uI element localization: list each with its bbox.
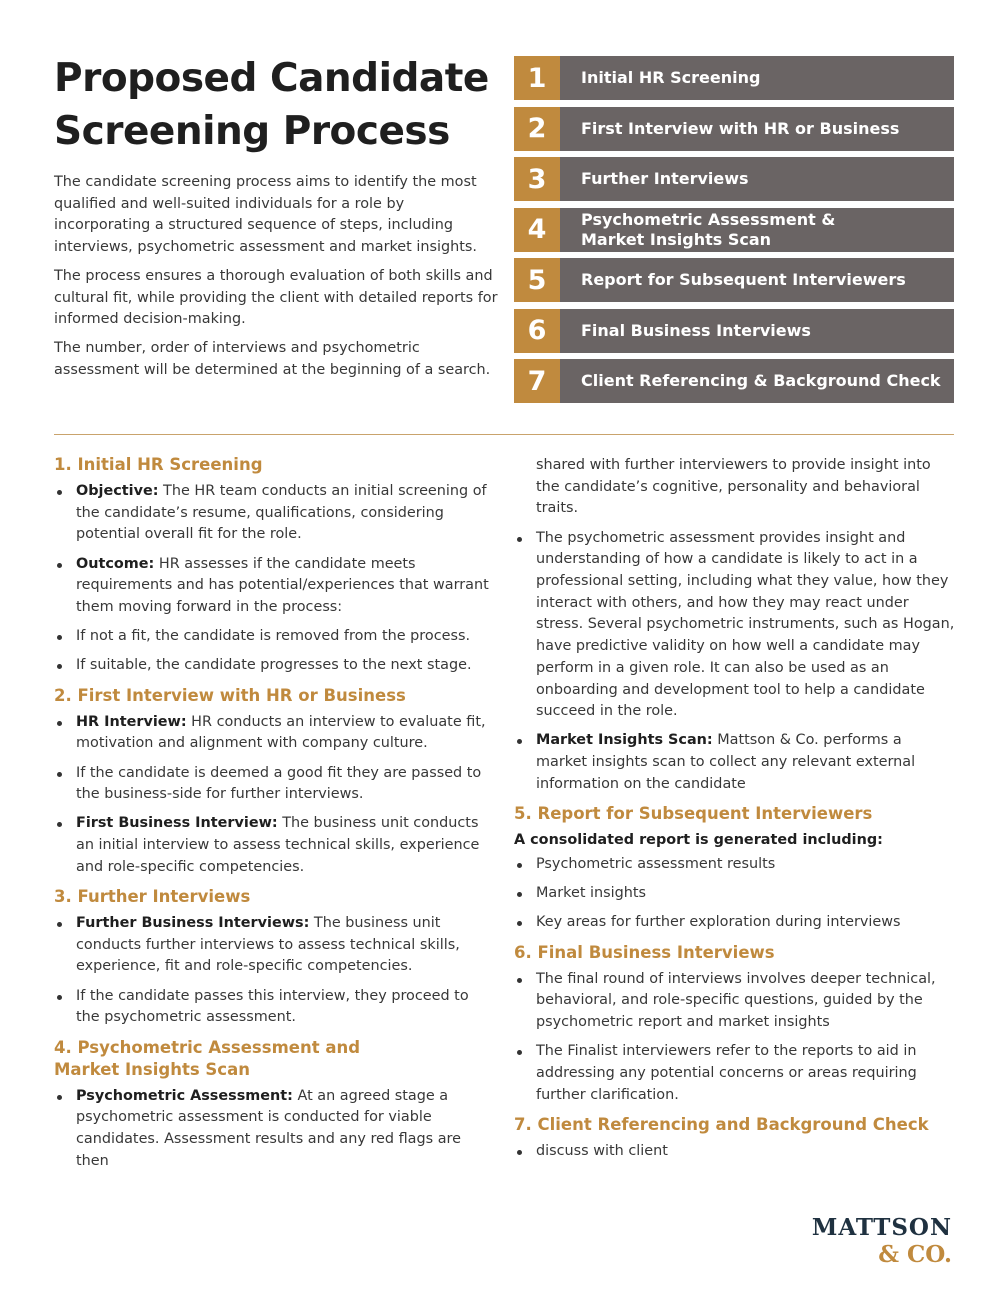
list-item: [514, 969, 956, 1034]
list-item: [54, 763, 496, 806]
bullet-text: If the candidate passes this interview, they proceed to the psychometric assessment.: [76, 987, 469, 1026]
section-heading: 4. Psychometric Assessment and Market Insights Scan: [54, 1037, 361, 1079]
intro-text: [54, 172, 504, 388]
list-item: [514, 1041, 956, 1106]
list-item: [54, 1086, 496, 1173]
section-heading: 1. Initial HR Screening: [54, 455, 263, 474]
step-label: Initial HR Screening: [560, 56, 954, 100]
bullet-list: [514, 854, 956, 934]
step-4: [514, 208, 954, 252]
step-1: [514, 56, 954, 100]
list-item: [514, 528, 956, 723]
step-6: [514, 309, 954, 353]
list-item-continued: [514, 455, 956, 520]
bullet-list: [54, 712, 496, 879]
bullet-text: The business unit conducts an initial interview to assess technical skills, experience and role-specific competencies.: [76, 815, 480, 875]
step-7: [514, 359, 954, 403]
left-column: [54, 454, 496, 1180]
bullet-text: The HR team conducts an initial screening of the candidate’s resume, qualifications, considering potential overall fit for the role.: [76, 483, 487, 543]
list-item: [54, 913, 496, 978]
bullet-list: [514, 969, 956, 1107]
bullet-text: The final round of interviews involves deeper technical, behavioral, and role-specific questions, guided by the psychometric report and market insights: [536, 970, 936, 1031]
bullet-text: The business unit conducts further interviews to assess technical skills, experience, fit and role-specific competencies.: [76, 915, 460, 975]
list-item: [54, 655, 496, 677]
list-item: [514, 730, 956, 795]
bullet-text: If the candidate is deemed a good fit they are passed to the business-side for further interviews.: [76, 764, 482, 803]
step-number: 7: [514, 359, 560, 403]
bullet-text: At an agreed stage a psychometric assessment is conducted for viable candidates. Assessment results and any red flags are then: [76, 1087, 461, 1169]
step-number: 3: [514, 157, 560, 201]
list-item: [54, 626, 496, 648]
bullet-text: discuss with client: [536, 1142, 668, 1159]
bullet-text: HR conducts an interview to evaluate fit, motivation and alignment with company culture.: [76, 713, 486, 752]
bullet-text: If suitable, the candidate progresses to the next stage.: [76, 657, 472, 674]
step-number: 6: [514, 309, 560, 353]
intro-paragraph: The candidate screening process aims to identify the most qualified and well-suited individuals for a role by incorporating a structured sequence of steps, including interviews, psychometric assessment and market insights.: [54, 174, 477, 256]
step-number: 1: [514, 56, 560, 100]
list-item: [54, 986, 496, 1029]
bullet-list: [514, 455, 956, 796]
step-label: Further Interviews: [560, 157, 954, 201]
bullet-list: [54, 1086, 496, 1173]
page-title: Proposed Candidate Screening Process: [54, 56, 489, 154]
section-heading: 5. Report for Subsequent Interviewers: [514, 804, 873, 824]
list-item: [54, 481, 496, 546]
bullet-text: The psychometric assessment provides insight and understanding of how a candidate is likely to act in a professional setting, including what they value, how they interact with others, and how they may react under stress. Several psychometric instruments, such as Hogan, have predictive validity on how well a candidate may perform in a given role. It can also be used as an onboarding and development tool to help a candidate succeed in the role.: [536, 529, 955, 720]
step-number: 5: [514, 258, 560, 302]
bullet-label: Outcome:: [76, 555, 155, 572]
list-item: [514, 883, 956, 905]
section-heading: 6. Final Business Interviews: [514, 942, 775, 962]
list-item: [514, 854, 956, 876]
bullet-label: Further Business Interviews:: [76, 915, 310, 932]
bullet-text: The Finalist interviewers refer to the reports to aid in addressing any potential concerns or areas requiring further clarification.: [536, 1043, 917, 1103]
bullet-list: [54, 913, 496, 1029]
section-heading: 2. First Interview with HR or Business: [54, 685, 406, 705]
step-label: Psychometric Assessment & Market Insights Scan: [560, 208, 954, 252]
section-heading: 3. Further Interviews: [54, 887, 251, 907]
bullet-label: Psychometric Assessment:: [76, 1087, 293, 1104]
bullet-label: HR Interview:: [76, 713, 187, 730]
step-label: Client Referencing & Background Check: [560, 359, 954, 403]
list-item: [514, 912, 956, 934]
intro-paragraph: The process ensures a thorough evaluation of both skills and cultural fit, while providing the client with detailed reports for informed decision-making.: [54, 267, 498, 328]
right-column: [514, 455, 956, 1170]
bullet-text: shared with further interviewers to provide insight into the candidate’s cognitive, personality and behavioral traits.: [536, 457, 931, 517]
logo-line-2: & CO.: [878, 1241, 952, 1268]
logo-line-1: MATTSON: [811, 1214, 952, 1241]
list-item: [54, 554, 496, 619]
bullet-text: If not a fit, the candidate is removed from the process.: [76, 628, 471, 645]
process-steps-list: [514, 56, 954, 410]
bullet-text: Market insights: [536, 885, 647, 902]
section-divider: [54, 434, 954, 435]
step-5: [514, 258, 954, 302]
step-label: Final Business Interviews: [560, 309, 954, 353]
bullet-label: Market Insights Scan:: [536, 732, 713, 749]
bullet-text: Key areas for further exploration during interviews: [536, 914, 901, 931]
bullet-list: [54, 481, 496, 677]
bullet-list: [514, 1141, 956, 1163]
list-item: [54, 813, 496, 878]
step-number: 2: [514, 107, 560, 151]
step-number: 4: [514, 208, 560, 252]
step-label: Report for Subsequent Interviewers: [560, 258, 954, 302]
section-subheading: A consolidated report is generated including:: [514, 832, 883, 849]
step-label: First Interview with HR or Business: [560, 107, 954, 151]
bullet-text: Psychometric assessment results: [536, 856, 776, 873]
step-3: [514, 157, 954, 201]
section-heading: 7. Client Referencing and Background Check: [514, 1114, 929, 1134]
step-2: [514, 107, 954, 151]
list-item: [54, 712, 496, 755]
list-item: [514, 1141, 956, 1163]
bullet-text: HR assesses if the candidate meets requirements and has potential/experiences that warrant them moving forward in the process:: [76, 555, 489, 616]
bullet-text: Mattson & Co. performs a market insights scan to collect any relevant external information on the candidate: [536, 732, 916, 792]
intro-paragraph: The number, order of interviews and psychometric assessment will be determined at the beginning of a search.: [54, 339, 491, 378]
bullet-label: Objective:: [76, 483, 159, 499]
bullet-label: First Business Interview:: [76, 815, 278, 832]
company-logo: [800, 1214, 952, 1268]
